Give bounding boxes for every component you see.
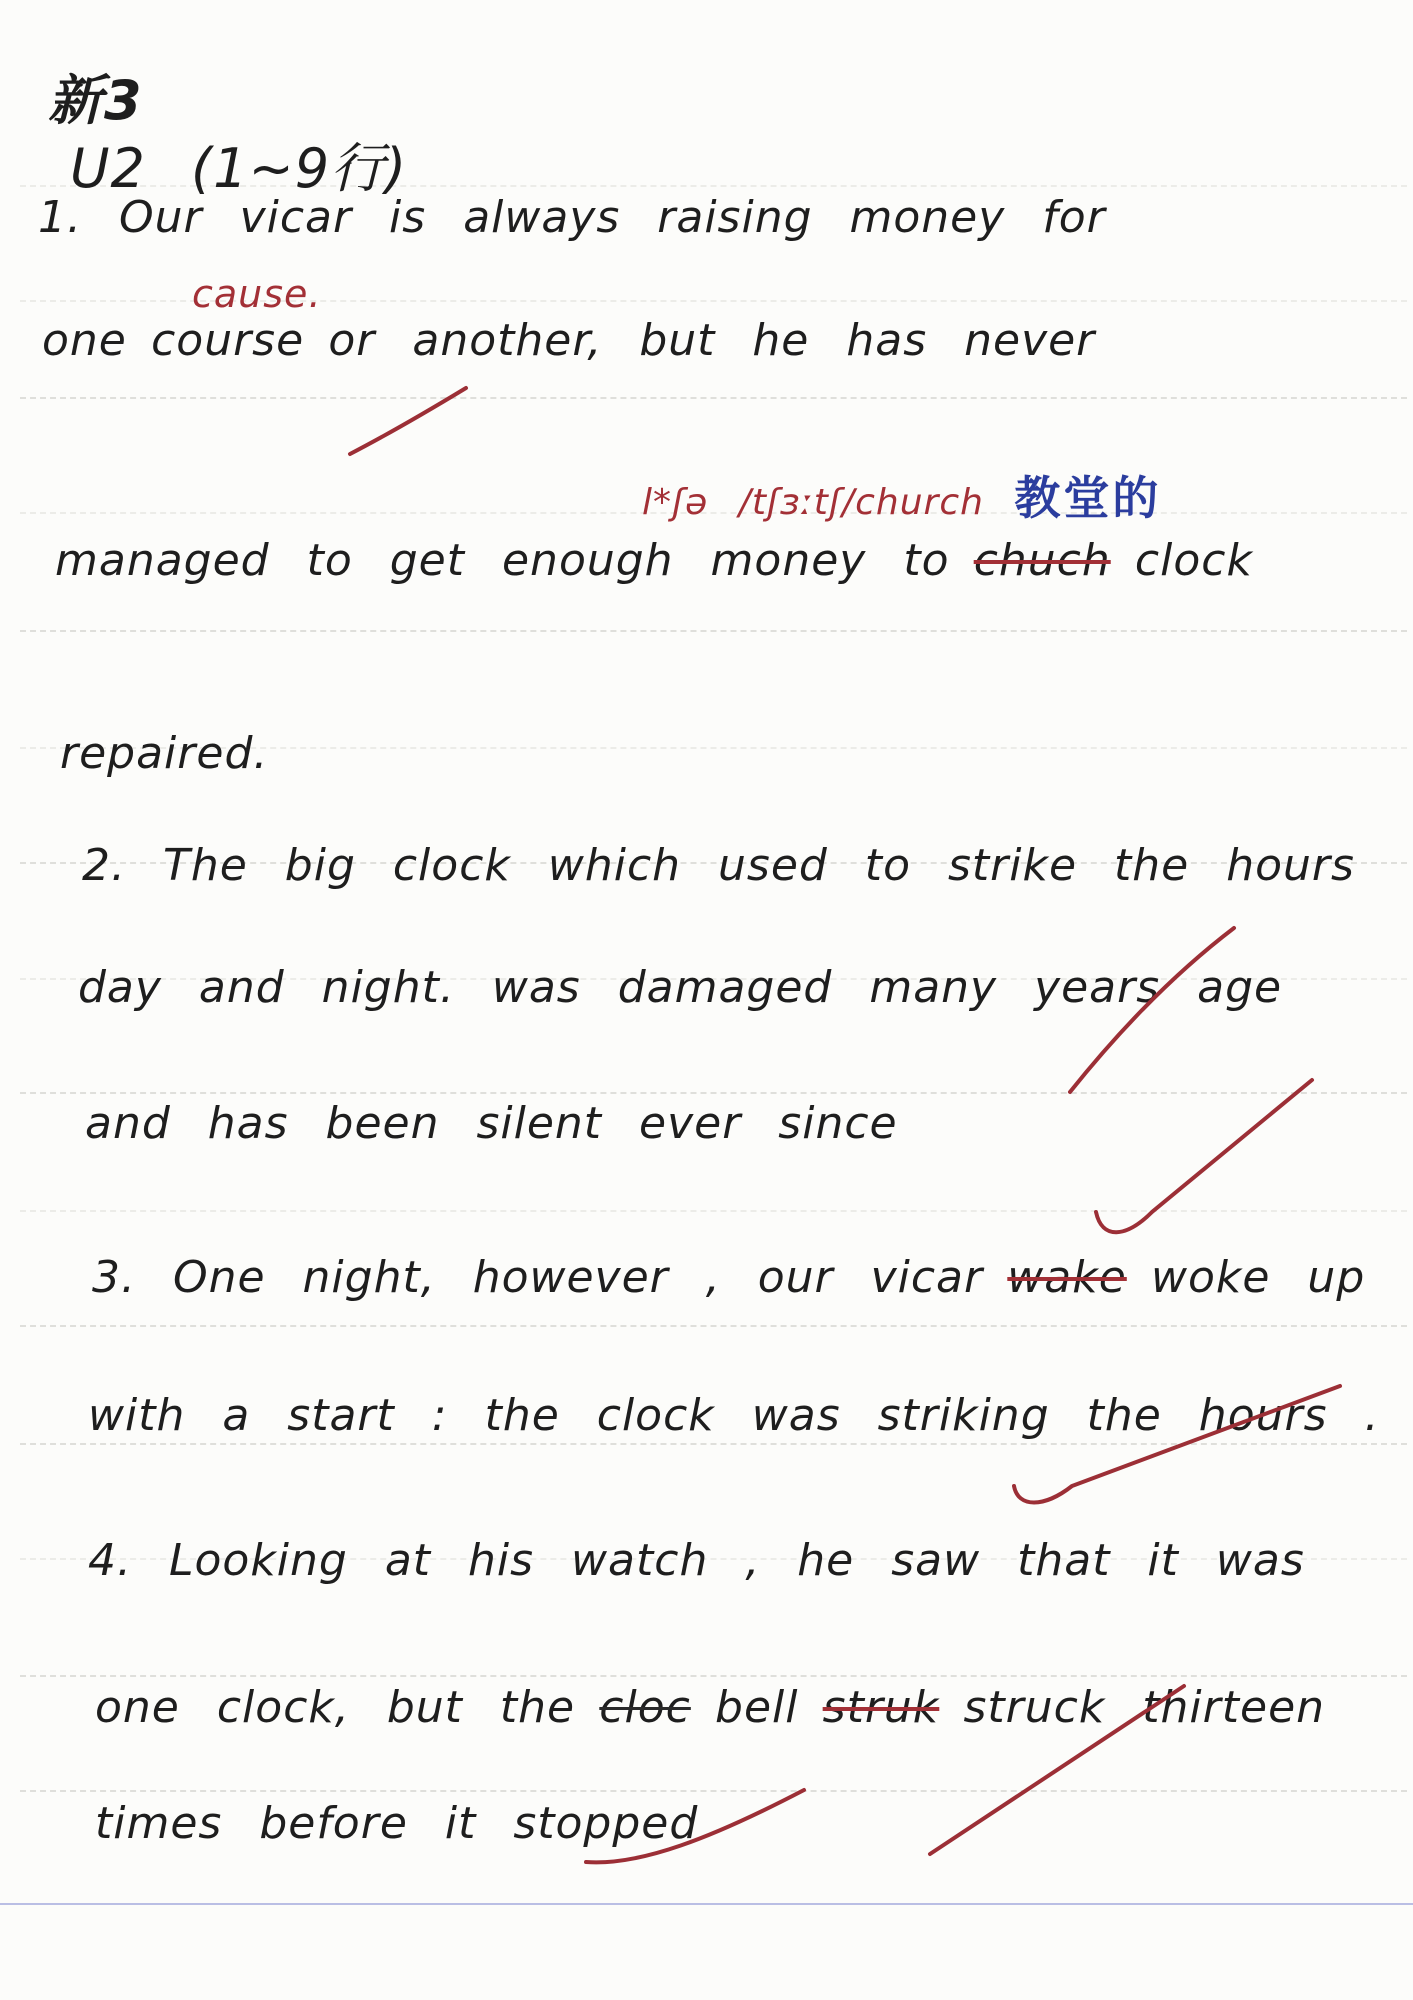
- ruled-line: [20, 397, 1407, 399]
- ruled-line: [20, 1325, 1407, 1327]
- sentence1-line2: [42, 315, 1095, 366]
- chinese-gloss: 教堂的: [1014, 471, 1162, 525]
- sentence4-line1: 4. Looking at his watch , he saw that it was: [88, 1535, 1305, 1586]
- s3l1-start: 3. One night, however , our vicar: [92, 1252, 984, 1303]
- s1l3-end: clock: [1134, 535, 1253, 586]
- s4l2-struck-word-struk: struk: [822, 1682, 940, 1733]
- church-correction: church: [855, 482, 984, 523]
- s3l1-struck-word-wake: wake: [1007, 1252, 1127, 1303]
- s4l2-bell: bell: [715, 1682, 799, 1733]
- s1l2-one: one: [42, 315, 127, 366]
- phonetic-transcription: l*ʃə /tʃɜːtʃ/: [642, 482, 856, 523]
- pronunciation-annotation: [642, 462, 1161, 528]
- book-label: 新3: [48, 69, 144, 132]
- sentence2-line2: day and night. was damaged many years age: [78, 962, 1283, 1013]
- s1l3-struck-word-chuch: chuch: [973, 535, 1111, 586]
- ruled-line: [20, 1443, 1407, 1445]
- s4l2-start: one clock, but the: [95, 1682, 576, 1733]
- ruled-line: [20, 1210, 1407, 1212]
- s1l2-course-word: course: [151, 315, 305, 366]
- correction-word-cause: cause.: [192, 272, 322, 316]
- s1l3-start: managed to get enough money to: [55, 535, 950, 586]
- ruled-line: [20, 1790, 1407, 1792]
- s1l2-rest: or another, but he has never: [328, 315, 1096, 366]
- s3l1-end: woke up: [1150, 1252, 1366, 1303]
- ruled-line: [20, 1092, 1407, 1094]
- sentence2-line3: and has been silent ever since: [85, 1098, 898, 1149]
- s4l2-struck-word-cloc: cloc: [599, 1682, 691, 1733]
- unit-label: U2 (1~9行): [70, 137, 408, 200]
- s4l2-end: struck thirteen: [963, 1682, 1326, 1733]
- sentence1-line1: 1. Our vicar is always raising money for: [38, 192, 1106, 243]
- page-bottom-margin-line: [0, 1903, 1413, 1905]
- sentence2-line1: 2. The big clock which used to strike the hours: [82, 840, 1355, 891]
- sentence1-line4: repaired.: [60, 728, 269, 779]
- ruled-line: [20, 630, 1407, 632]
- sentence4-line2: [95, 1682, 1325, 1733]
- sentence4-line3: times before it stopped: [95, 1798, 699, 1849]
- sentence3-line1: [92, 1252, 1365, 1303]
- sentence1-line3: [55, 535, 1253, 586]
- ruled-line: [20, 1675, 1407, 1677]
- sentence3-line2: with a start : the clock was striking the hours .: [88, 1390, 1380, 1441]
